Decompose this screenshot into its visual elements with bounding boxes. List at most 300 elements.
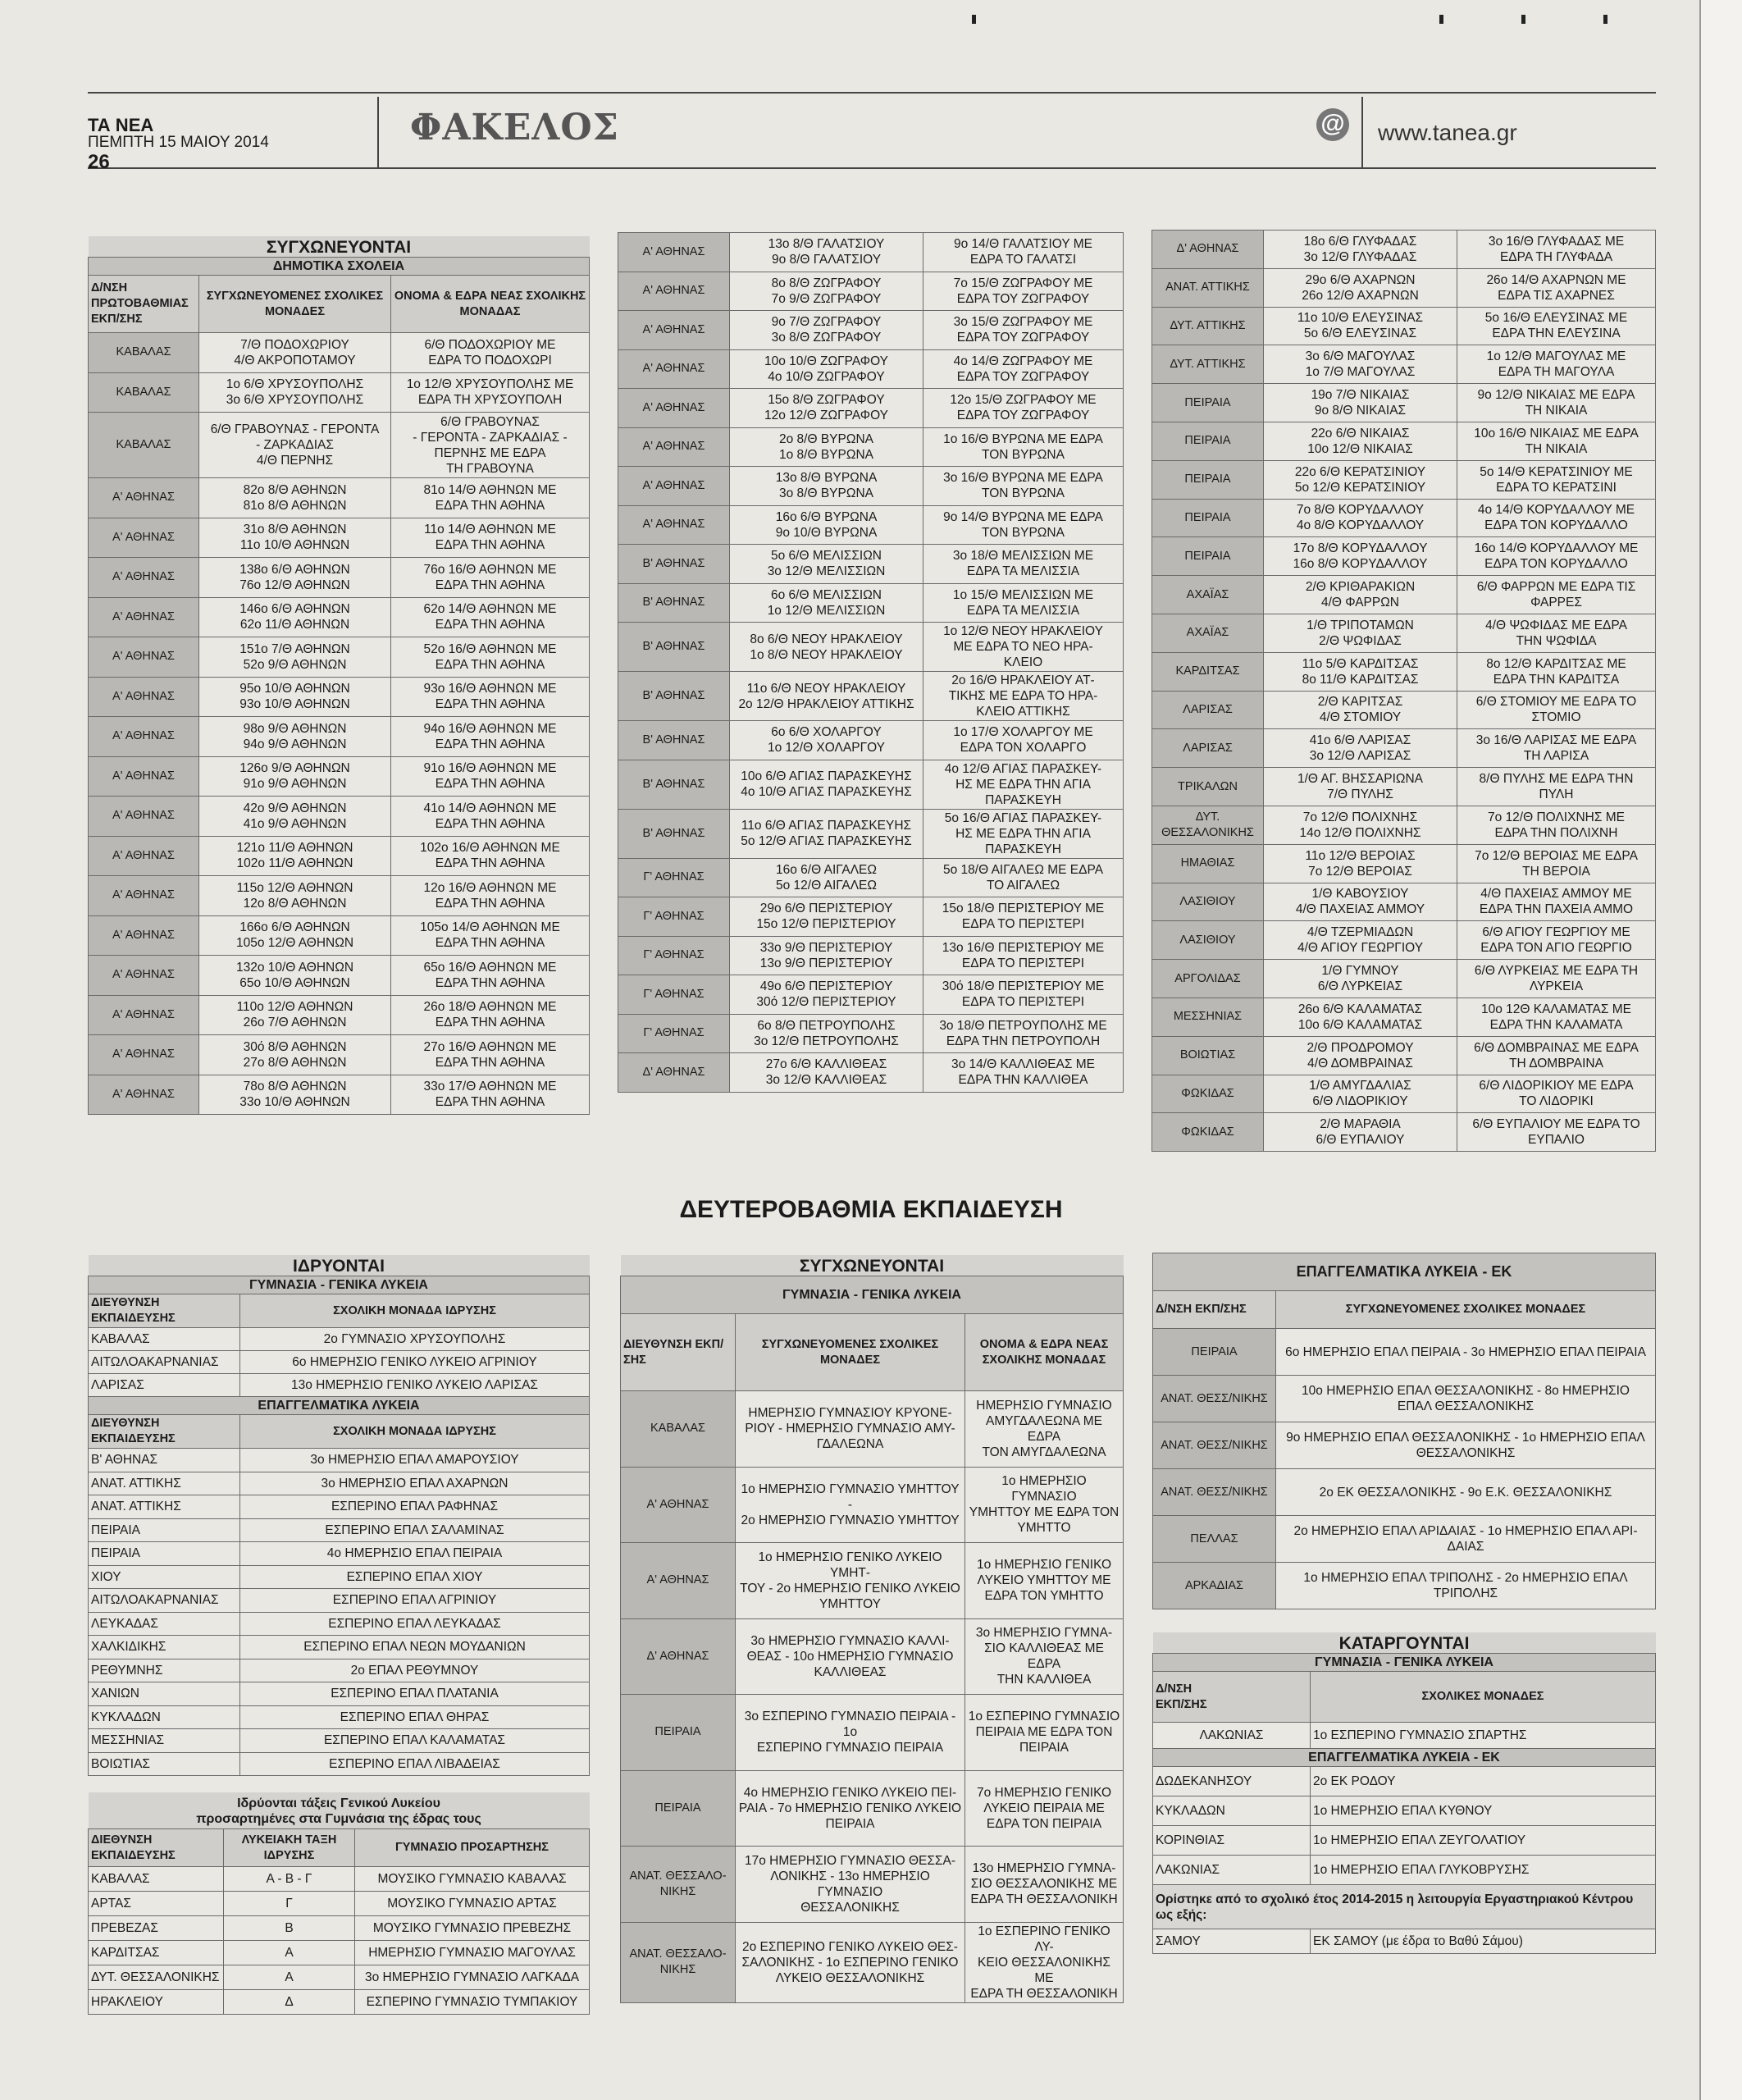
table-row — [89, 1752, 590, 1776]
cell-direction: Δ' ΑΘΗΝΑΣ — [621, 1618, 736, 1695]
cell-gymnasium: ΜΟΥΣΙΚΟ ΓΥΜΝΑΣΙΟ ΠΡΕΒΕΖΗΣ — [355, 1916, 590, 1941]
cell-merged-units: 121ο 11/Θ ΑΘΗΝΩΝ 102ο 11/Θ ΑΘΗΝΩΝ — [199, 836, 391, 876]
cell-merged-units: 1ο ΗΜΕΡΗΣΙΟ ΕΠΑΛ ΤΡΙΠΟΛΗΣ - 2ο ΗΜΕΡΗΣΙΟ ΕΠΑΛ ΤΡΙΠΟΛΗΣ — [1276, 1563, 1656, 1609]
cell-new-unit: 6/Θ ΦΑΡΡΩΝ ΜΕ ΕΔΡΑ ΤΙΣ ΦΑΡΡΕΣ — [1457, 576, 1656, 614]
table-row — [1152, 998, 1656, 1036]
table-row — [89, 558, 590, 598]
cell-merged-units: 1/Θ ΑΓ. ΒΗΣΣΑΡΙΩΝΑ 7/Θ ΠΥΛΗΣ — [1264, 768, 1457, 806]
cell-direction: ΚΑΡΔΙΤΣΑΣ — [89, 1941, 224, 1965]
cell-new-unit: 3ο 15/Θ ΖΩΓΡΑΦΟΥ ΜΕ ΕΔΡΑ ΤΟΥ ΖΩΓΡΑΦΟΥ — [923, 311, 1124, 350]
cell-merged-units: 11ο 12/Θ ΒΕΡΟΙΑΣ 7ο 12/Θ ΒΕΡΟΙΑΣ — [1264, 844, 1457, 883]
cell-new-unit: 1ο 15/Θ ΜΕΛΙΣΣΙΩΝ ΜΕ ΕΔΡΑ ΤΑ ΜΕΛΙΣΣΙΑ — [923, 583, 1124, 623]
cell-new-unit: 105ο 14/Θ ΑΘΗΝΩΝ ΜΕ ΕΔΡΑ ΤΗΝ ΑΘΗΝΑ — [391, 915, 590, 956]
cell-merged-units: 29ο 6/Θ ΠΕΡΙΣΤΕΡΙΟΥ 15ο 12/Θ ΠΕΡΙΣΤΕΡΙΟΥ — [730, 897, 923, 937]
cell-school: 3ο ΗΜΕΡΗΣΙΟ ΕΠΑΛ ΑΧΑΡΝΩΝ — [240, 1472, 590, 1495]
cell-direction: ΑΡΚΑΔΙΑΣ — [1153, 1563, 1276, 1609]
cell-direction: Γ' ΑΘΗΝΑΣ — [618, 1014, 730, 1053]
column-header: ΔΙΕΥΘΥΝΣΗ ΕΚΠ/ΣΗΣ — [621, 1314, 736, 1391]
cell-new-unit: 4ο 12/Θ ΑΓΙΑΣ ΠΑΡΑΣΚΕΥ- ΗΣ ΜΕ ΕΔΡΑ ΤΗΝ ΑΓΙΑ ΠΑΡΑΣΚΕΥΗ — [923, 760, 1124, 809]
cell-new-unit: 3ο 18/Θ ΠΕΤΡΟΥΠΟΛΗΣ ΜΕ ΕΔΡΑ ΤΗΝ ΠΕΤΡΟΥΠΟΛΗ — [923, 1014, 1124, 1053]
table-row — [89, 1351, 590, 1374]
cell-class: Β — [224, 1916, 355, 1941]
cell-merged-units: 2/Θ ΠΡΟΔΡΟΜΟΥ 4/Θ ΔΟΜΒΡΑΙΝΑΣ — [1264, 1036, 1457, 1075]
table-row — [618, 505, 1124, 545]
cell-merged-units: 138ο 6/Θ ΑΘΗΝΩΝ 76ο 12/Θ ΑΘΗΝΩΝ — [199, 558, 391, 598]
cell-merged-units: 6/Θ ΓΡΑΒΟΥΝΑΣ - ΓΕΡΟΝΤΑ - ΖΑΡΚΑΔΙΑΣ 4/Θ ΠΕΡΝΗΣ — [199, 413, 391, 478]
cell-direction: ΒΟΙΩΤΙΑΣ — [1152, 1036, 1264, 1075]
cell-new-unit: 6/Θ ΠΟΔΟΧΩΡΙΟΥ ΜΕ ΕΔΡΑ ΤΟ ΠΟΔΟΧΩΡΙ — [391, 333, 590, 373]
cell-direction: ΚΑΒΑΛΑΣ — [89, 333, 199, 373]
cell-direction: ΡΕΘΥΜΝΗΣ — [89, 1659, 240, 1682]
table-body — [1153, 1329, 1656, 1609]
cell-class: Α — [224, 1941, 355, 1965]
cell-direction: Β' ΑΘΗΝΑΣ — [618, 809, 730, 858]
cell-direction: Α' ΑΘΗΝΑΣ — [89, 478, 199, 518]
cell-direction: ΔΥΤ. ΑΤΤΙΚΗΣ — [1152, 345, 1264, 384]
table-row — [1152, 960, 1656, 998]
cell-merged-units: 30ό 8/Θ ΑΘΗΝΩΝ 27ο 8/Θ ΑΘΗΝΩΝ — [199, 1035, 391, 1075]
cell-direction: ΤΡΙΚΑΛΩΝ — [1152, 768, 1264, 806]
cell-new-unit: 6/Θ ΕΥΠΑΛΙΟΥ ΜΕ ΕΔΡΑ ΤΟ ΕΥΠΑΛΙΟ — [1457, 1113, 1656, 1152]
table-row — [1152, 307, 1656, 345]
cell-new-unit: 6/Θ ΓΡΑΒΟΥΝΑΣ - ΓΕΡΟΝΤΑ - ΖΑΡΚΑΔΙΑΣ - ΠΕΡΝΗΣ ΜΕ ΕΔΡΑ ΤΗ ΓΡΑΒΟΥΝΑ — [391, 413, 590, 478]
print-mark — [1439, 15, 1443, 24]
cell-new-unit: 12ο 16/Θ ΑΘΗΝΩΝ ΜΕ ΕΔΡΑ ΤΗΝ ΑΘΗΝΑ — [391, 876, 590, 916]
table-row — [618, 272, 1124, 311]
table-row — [618, 1014, 1124, 1053]
cell-merged-units: 7ο 8/Θ ΚΟΡΥΔΑΛΛΟΥ 4ο 8/Θ ΚΟΡΥΔΑΛΛΟΥ — [1264, 499, 1457, 537]
table-body — [618, 233, 1124, 1093]
cell-direction: Α' ΑΘΗΝΑΣ — [89, 597, 199, 637]
cell-new-unit: 11ο 14/Θ ΑΘΗΝΩΝ ΜΕ ΕΔΡΑ ΤΗΝ ΑΘΗΝΑ — [391, 518, 590, 558]
column-header: ΟΝΟΜΑ & ΕΔΡΑ ΝΕΑΣ ΣΧΟΛΙΚΗΣ ΜΟΝΑΔΑΣ — [965, 1314, 1124, 1391]
cell-direction: ΑΝΑΤ. ΑΤΤΙΚΗΣ — [89, 1472, 240, 1495]
table-row — [1152, 231, 1656, 269]
table-row — [621, 1770, 1124, 1847]
table-row — [89, 1892, 590, 1916]
cell-direction: ΚΑΒΑΛΑΣ — [89, 413, 199, 478]
cell-direction: ΔΩΔΕΚΑΝΗΣΟΥ — [1153, 1767, 1311, 1796]
cell-new-unit: 4/Θ ΨΩΦΙΔΑΣ ΜΕ ΕΔΡΑ ΤΗΝ ΨΩΦΙΔΑ — [1457, 614, 1656, 652]
table-row — [89, 372, 590, 413]
table-row — [89, 637, 590, 678]
table-row — [89, 836, 590, 876]
column-header: ΣΥΓΧΩΝΕΥΟΜΕΝΕΣ ΣΧΟΛΙΚΕΣ ΜΟΝΑΔΕΣ — [1276, 1291, 1656, 1329]
cell-direction: Α' ΑΘΗΝΑΣ — [618, 505, 730, 545]
cell-merged-units: 3ο ΕΣΠΕΡΙΝΟ ΓΥΜΝΑΣΙΟ ΠΕΙΡΑΙΑ - 1ο ΕΣΠΕΡΙΝΟ ΓΥΜΝΑΣΙΟ ΠΕΙΡΑΙΑ — [736, 1695, 965, 1771]
cell-direction: ΛΑΚΩΝΙΑΣ — [1153, 1856, 1311, 1885]
cell-direction: ΠΡΕΒΕΖΑΣ — [89, 1916, 224, 1941]
table-row — [1152, 768, 1656, 806]
cell-merged-units: 98ο 9/Θ ΑΘΗΝΩΝ 94ο 9/Θ ΑΘΗΝΩΝ — [199, 717, 391, 757]
table-row — [1153, 1469, 1656, 1516]
cell-merged-units: 18ο 6/Θ ΓΛΥΦΑΔΑΣ 3ο 12/Θ ΓΛΥΦΑΔΑΣ — [1264, 231, 1457, 269]
column-header: ΔΙΕΘΥΝΣΗ ΕΚΠΑΙΔΕΥΣΗΣ — [89, 1829, 224, 1867]
secondary-education-heading: ΔΕΥΤΕΡΟΒΑΘΜΙΑ ΕΚΠΑΙΔΕΥΣΗ — [679, 1196, 1063, 1223]
header-rule-top — [88, 92, 1656, 94]
table-title: ΚΑΤΑΡΓΟΥΝΤΑΙ — [1153, 1632, 1656, 1654]
cell-direction: Β' ΑΘΗΝΑΣ — [618, 623, 730, 672]
cell-direction: Δ' ΑΘΗΝΑΣ — [1152, 231, 1264, 269]
cell-school: 13ο ΗΜΕΡΗΣΙΟ ΓΕΝΙΚΟ ΛΥΚΕΙΟ ΛΑΡΙΣΑΣ — [240, 1374, 590, 1397]
table-row — [89, 956, 590, 996]
primary-merge-table-col3 — [1151, 230, 1656, 1152]
print-mark — [1521, 15, 1525, 24]
table-row — [89, 1729, 590, 1753]
cell-direction: ΚΑΒΑΛΑΣ — [621, 1391, 736, 1468]
cell-school: ΕΣΠΕΡΙΝΟ ΕΠΑΛ ΛΙΒΑΔΕΙΑΣ — [240, 1752, 590, 1776]
cell-new-unit: 6/Θ ΛΥΡΚΕΙΑΣ ΜΕ ΕΔΡΑ ΤΗ ΛΥΡΚΕΙΑ — [1457, 960, 1656, 998]
table-row — [1153, 1329, 1656, 1376]
cell-direction: Β' ΑΘΗΝΑΣ — [89, 1449, 240, 1472]
cell-new-unit: 26ο 18/Θ ΑΘΗΝΩΝ ΜΕ ΕΔΡΑ ΤΗΝ ΑΘΗΝΑ — [391, 995, 590, 1035]
cell-new-unit: 33ο 17/Θ ΑΘΗΝΩΝ ΜΕ ΕΔΡΑ ΤΗΝ ΑΘΗΝΑ — [391, 1075, 590, 1115]
cell-merged-units: 151ο 7/Θ ΑΘΗΝΩΝ 52ο 9/Θ ΑΘΗΝΩΝ — [199, 637, 391, 678]
cell-direction: ΑΙΤΩΛΟΑΚΑΡΝΑΝΙΑΣ — [89, 1351, 240, 1374]
cell-school: 1ο ΗΜΕΡΗΣΙΟ ΕΠΑΛ ΚΥΘΝΟΥ — [1311, 1796, 1656, 1826]
cell-direction: ΑΝΑΤ. ΘΕΣΣΑΛΟ- ΝΙΚΗΣ — [621, 1847, 736, 1923]
table-row — [1152, 422, 1656, 460]
cell-gymnasium: ΕΣΠΕΡΙΝΟ ΓΥΜΝΑΣΙΟ ΤΥΜΠΑΚΙΟΥ — [355, 1990, 590, 2015]
table-row — [89, 1916, 590, 1941]
cell-new-unit: 9ο 14/Θ ΒΥΡΩΝΑ ΜΕ ΕΔΡΑ ΤΟΝ ΒΥΡΩΝΑ — [923, 505, 1124, 545]
cell-merged-units: 13ο 8/Θ ΓΑΛΑΤΣΙΟΥ 9ο 8/Θ ΓΑΛΑΤΣΙΟΥ — [730, 233, 923, 272]
cell-merged-units: 78ο 8/Θ ΑΘΗΝΩΝ 33ο 10/Θ ΑΘΗΝΩΝ — [199, 1075, 391, 1115]
cell-direction: Β' ΑΘΗΝΑΣ — [618, 545, 730, 584]
cell-merged-units: 6ο 8/Θ ΠΕΤΡΟΥΠΟΛΗΣ 3ο 12/Θ ΠΕΤΡΟΥΠΟΛΗΣ — [730, 1014, 923, 1053]
cell-school: ΕΚ ΣΑΜΟΥ (με έδρα το Βαθύ Σάμου) — [1311, 1929, 1656, 1954]
column-header: Δ/ΝΣΗ ΕΚΠ/ΣΗΣ — [1153, 1291, 1276, 1329]
annexed-classes-table — [88, 1792, 590, 2015]
cell-direction: ΠΕΙΡΑΙΑ — [89, 1542, 240, 1566]
table-subtitle: ΕΠΑΓΓΕΛΜΑΤΙΚΑ ΛΥΚΕΙΑ - ΕΚ — [1153, 1749, 1656, 1767]
cell-direction: Α' ΑΘΗΝΑΣ — [621, 1543, 736, 1619]
column-header: ΔΙΕΥΘΥΝΣΗ ΕΚΠΑΙΔΕΥΣΗΣ — [89, 1415, 240, 1449]
table-row — [621, 1467, 1124, 1543]
cell-new-unit: 4/Θ ΠΑΧΕΙΑΣ ΑΜΜΟΥ ΜΕ ΕΔΡΑ ΤΗΝ ΠΑΧΕΙΑ ΑΜΜΟ — [1457, 883, 1656, 921]
cell-direction: Α' ΑΘΗΝΑΣ — [618, 233, 730, 272]
table-row — [618, 672, 1124, 721]
cell-direction: Α' ΑΘΗΝΑΣ — [89, 518, 199, 558]
table-row — [89, 597, 590, 637]
cell-merged-units: 1/Θ ΤΡΙΠΟΤΑΜΩΝ 2/Θ ΨΩΦΙΔΑΣ — [1264, 614, 1457, 652]
table-row — [89, 1705, 590, 1729]
table-row — [1152, 1113, 1656, 1152]
cell-merged-units: 2/Θ ΚΡΙΘΑΡΑΚΙΩΝ 4/Θ ΦΑΡΡΩΝ — [1264, 576, 1457, 614]
cell-new-unit: 6/Θ ΣΤΟΜΙΟΥ ΜΕ ΕΔΡΑ ΤΟ ΣΤΟΜΙΟ — [1457, 691, 1656, 729]
cell-direction: ΚΑΒΑΛΑΣ — [89, 1328, 240, 1351]
cell-school: 6ο ΗΜΕΡΗΣΙΟ ΓΕΝΙΚΟ ΛΥΚΕΙΟ ΑΓΡΙΝΙΟΥ — [240, 1351, 590, 1374]
table-row — [621, 1695, 1124, 1771]
cell-merged-units: 1/Θ ΓΥΜΝΟΥ 6/Θ ΛΥΡΚΕΙΑΣ — [1264, 960, 1457, 998]
cell-direction: ΠΕΛΛΑΣ — [1153, 1516, 1276, 1563]
note-text: Ορίστηκε από το σχολικό έτος 2014-2015 η λειτουργία Εργαστηριακού Κέντρου ως εξής: — [1153, 1885, 1656, 1929]
table-row — [89, 1449, 590, 1472]
table-body — [1153, 1723, 1656, 1749]
cell-new-unit: 94ο 16/Θ ΑΘΗΝΩΝ ΜΕ ΕΔΡΑ ΤΗΝ ΑΘΗΝΑ — [391, 717, 590, 757]
cell-merged-units: 132ο 10/Θ ΑΘΗΝΩΝ 65ο 10/Θ ΑΘΗΝΩΝ — [199, 956, 391, 996]
cell-merged-units: 49ο 6/Θ ΠΕΡΙΣΤΕΡΙΟΥ 30ό 12/Θ ΠΕΡΙΣΤΕΡΙΟΥ — [730, 975, 923, 1015]
table-row — [89, 333, 590, 373]
table-row — [1153, 1563, 1656, 1609]
table-row — [618, 760, 1124, 809]
cell-merged-units: 6ο 6/Θ ΧΟΛΑΡΓΟΥ 1ο 12/Θ ΧΟΛΑΡΓΟΥ — [730, 721, 923, 760]
header-divider — [377, 97, 379, 169]
cell-merged-units: 2ο ΕΚ ΘΕΣΣΑΛΟΝΙΚΗΣ - 9ο Ε.Κ. ΘΕΣΣΑΛΟΝΙΚΗΣ — [1276, 1469, 1656, 1516]
table-row — [618, 1053, 1124, 1093]
table-row — [1152, 384, 1656, 422]
header-divider — [1361, 97, 1363, 169]
cell-merged-units: 10ο ΗΜΕΡΗΣΙΟ ΕΠΑΛ ΘΕΣΣΑΛΟΝΙΚΗΣ - 8ο ΗΜΕΡΗΣΙΟ ΕΠΑΛ ΘΕΣΣΑΛΟΝΙΚΗΣ — [1276, 1376, 1656, 1422]
vocational-merge-table — [1152, 1253, 1656, 1609]
table-row — [1152, 652, 1656, 691]
cell-direction: Δ' ΑΘΗΝΑΣ — [618, 1053, 730, 1093]
cell-direction: Α' ΑΘΗΝΑΣ — [89, 756, 199, 797]
cell-merged-units: 1/Θ ΑΜΥΓΔΑΛΙΑΣ 6/Θ ΛΙΔΟΡΙΚΙΟΥ — [1264, 1075, 1457, 1113]
cell-new-unit: 30ό 18/Θ ΠΕΡΙΣΤΕΡΙΟΥ ΜΕ ΕΔΡΑ ΤΟ ΠΕΡΙΣΤΕΡΙ — [923, 975, 1124, 1015]
cell-merged-units: 8ο 8/Θ ΖΩΓΡΑΦΟΥ 7ο 9/Θ ΖΩΓΡΑΦΟΥ — [730, 272, 923, 311]
table-row — [1152, 883, 1656, 921]
cell-school: 2ο ΕΚ ΡΟΔΟΥ — [1311, 1767, 1656, 1796]
issue-date: ΠΕΜΠΤΗ 15 ΜΑΙΟΥ 2014 — [88, 134, 269, 151]
cell-direction: ΜΕΣΣΗΝΙΑΣ — [1152, 998, 1264, 1036]
cell-direction: ΑΝΑΤ. ΘΕΣΣ/ΝΙΚΗΣ — [1153, 1422, 1276, 1469]
column-header: Δ/ΝΣΗ ΠΡΩΤΟΒΑΘΜΙΑΣ ΕΚΠ/ΣΗΣ — [89, 276, 199, 333]
cell-new-unit: 1ο 12/Θ ΧΡΥΣΟΥΠΟΛΗΣ ΜΕ ΕΔΡΑ ΤΗ ΧΡΥΣΟΥΠΟΛΗ — [391, 372, 590, 413]
cell-merged-units: 9ο 7/Θ ΖΩΓΡΑΦΟΥ 3ο 8/Θ ΖΩΓΡΑΦΟΥ — [730, 311, 923, 350]
table-row — [618, 583, 1124, 623]
table-row — [89, 1542, 590, 1566]
table-row — [89, 1518, 590, 1542]
cell-new-unit: 76ο 16/Θ ΑΘΗΝΩΝ ΜΕ ΕΔΡΑ ΤΗΝ ΑΘΗΝΑ — [391, 558, 590, 598]
cell-new-unit: 3ο 14/Θ ΚΑΛΛΙΘΕΑΣ ΜΕ ΕΔΡΑ ΤΗΝ ΚΑΛΛΙΘΕΑ — [923, 1053, 1124, 1093]
cell-class: Α — [224, 1965, 355, 1990]
cell-direction: ΒΟΙΩΤΙΑΣ — [89, 1752, 240, 1776]
table-row — [1153, 1516, 1656, 1563]
table-row — [621, 1922, 1124, 2002]
cell-direction: ΚΑΡΔΙΤΣΑΣ — [1152, 652, 1264, 691]
cell-direction: ΔΥΤ. ΘΕΣΣΑΛΟΝΙΚΗΣ — [1152, 806, 1264, 844]
cell-school: ΕΣΠΕΡΙΝΟ ΕΠΑΛ ΘΗΡΑΣ — [240, 1705, 590, 1729]
cell-school: 4ο ΗΜΕΡΗΣΙΟ ΕΠΑΛ ΠΕΙΡΑΙΑ — [240, 1542, 590, 1566]
table-row — [1152, 345, 1656, 384]
cell-merged-units: 146ο 6/Θ ΑΘΗΝΩΝ 62ο 11/Θ ΑΘΗΝΩΝ — [199, 597, 391, 637]
cell-new-unit: 62ο 14/Θ ΑΘΗΝΩΝ ΜΕ ΕΔΡΑ ΤΗΝ ΑΘΗΝΑ — [391, 597, 590, 637]
cell-direction: ΔΥΤ. ΑΤΤΙΚΗΣ — [1152, 307, 1264, 345]
cell-new-unit: 102ο 16/Θ ΑΘΗΝΩΝ ΜΕ ΕΔΡΑ ΤΗΝ ΑΘΗΝΑ — [391, 836, 590, 876]
cell-direction: Β' ΑΘΗΝΑΣ — [618, 583, 730, 623]
table-row — [89, 413, 590, 478]
cell-merged-units: 16ο 6/Θ ΒΥΡΩΝΑ 9ο 10/Θ ΒΥΡΩΝΑ — [730, 505, 923, 545]
cell-direction: Α' ΑΘΗΝΑΣ — [89, 915, 199, 956]
cell-new-unit: 16ο 14/Θ ΚΟΡΥΔΑΛΛΟΥ ΜΕ ΕΔΡΑ ΤΟΝ ΚΟΡΥΔΑΛΛΟ — [1457, 537, 1656, 576]
cell-class: Α - Β - Γ — [224, 1867, 355, 1892]
table-row — [618, 809, 1124, 858]
cell-direction: ΛΑΡΙΣΑΣ — [1152, 691, 1264, 729]
table-row — [1152, 268, 1656, 307]
cell-merged-units: 11ο 10/Θ ΕΛΕΥΣΙΝΑΣ 5ο 6/Θ ΕΛΕΥΣΙΝΑΣ — [1264, 307, 1457, 345]
table-row — [1153, 1723, 1656, 1749]
cell-direction: ΛΑΚΩΝΙΑΣ — [1153, 1723, 1311, 1749]
column-header: ΔΙΕΥΘΥΝΣΗ ΕΚΠΑΙΔΕΥΣΗΣ — [89, 1294, 240, 1328]
cell-direction: ΧΑΛΚΙΔΙΚΗΣ — [89, 1636, 240, 1659]
cell-merged-units: 2ο ΗΜΕΡΗΣΙΟ ΕΠΑΛ ΑΡΙΔΑΙΑΣ - 1ο ΗΜΕΡΗΣΙΟ ΕΠΑΛ ΑΡΙ- ΔΑΙΑΣ — [1276, 1516, 1656, 1563]
cell-direction: Α' ΑΘΗΝΑΣ — [89, 677, 199, 717]
cell-new-unit: 41ο 14/Θ ΑΘΗΝΩΝ ΜΕ ΕΔΡΑ ΤΗΝ ΑΘΗΝΑ — [391, 797, 590, 837]
cell-school: ΕΣΠΕΡΙΝΟ ΕΠΑΛ ΣΑΛΑΜΙΝΑΣ — [240, 1518, 590, 1542]
cell-new-unit: 5ο 16/Θ ΑΓΙΑΣ ΠΑΡΑΣΚΕΥ- ΗΣ ΜΕ ΕΔΡΑ ΤΗΝ ΑΓΙΑ ΠΑΡΑΣΚΕΥΗ — [923, 809, 1124, 858]
cell-merged-units: 27ο 6/Θ ΚΑΛΛΙΘΕΑΣ 3ο 12/Θ ΚΑΛΛΙΘΕΑΣ — [730, 1053, 923, 1093]
cell-direction: Α' ΑΘΗΝΑΣ — [618, 389, 730, 428]
cell-direction: ΚΟΡΙΝΘΙΑΣ — [1153, 1826, 1311, 1856]
cell-school: ΕΣΠΕΡΙΝΟ ΕΠΑΛ ΚΑΛΑΜΑΤΑΣ — [240, 1729, 590, 1753]
table-row — [89, 717, 590, 757]
cell-gymnasium: ΗΜΕΡΗΣΙΟ ΓΥΜΝΑΣΙΟ ΜΑΓΟΥΛΑΣ — [355, 1941, 590, 1965]
cell-new-unit: 5ο 16/Θ ΕΛΕΥΣΙΝΑΣ ΜΕ ΕΔΡΑ ΤΗΝ ΕΛΕΥΣΙΝΑ — [1457, 307, 1656, 345]
cell-merged-units: 1ο ΗΜΕΡΗΣΙΟ ΓΥΜΝΑΣΙΟ ΥΜΗΤΤΟΥ - 2ο ΗΜΕΡΗΣΙΟ ΓΥΜΝΑΣΙΟ ΥΜΗΤΤΟΥ — [736, 1467, 965, 1543]
cell-merged-units: 7/Θ ΠΟΔΟΧΩΡΙΟΥ 4/Θ ΑΚΡΟΠΟΤΑΜΟΥ — [199, 333, 391, 373]
table-row — [89, 1565, 590, 1589]
table-title: ΙΔΡΥΟΝΤΑΙ — [89, 1255, 590, 1276]
cell-school: 2ο ΕΠΑΛ ΡΕΘΥΜΝΟΥ — [240, 1659, 590, 1682]
cell-new-unit: 7ο 12/Θ ΒΕΡΟΙΑΣ ΜΕ ΕΔΡΑ ΤΗ ΒΕΡΟΙΑ — [1457, 844, 1656, 883]
cell-merged-units: 3ο ΗΜΕΡΗΣΙΟ ΓΥΜΝΑΣΙΟ ΚΑΛΛΙ- ΘΕΑΣ - 10ο ΗΜΕΡΗΣΙΟ ΓΥΜΝΑΣΙΟ ΚΑΛΛΙΘΕΑΣ — [736, 1618, 965, 1695]
cell-new-unit: 5ο 18/Θ ΑΙΓΑΛΕΩ ΜΕ ΕΔΡΑ ΤΟ ΑΙΓΑΛΕΩ — [923, 858, 1124, 897]
cell-class: Δ — [224, 1990, 355, 2015]
table-row — [1152, 499, 1656, 537]
cell-new-unit: 1ο ΗΜΕΡΗΣΙΟ ΓΥΜΝΑΣΙΟ ΥΜΗΤΤΟΥ ΜΕ ΕΔΡΑ ΤΟΝ ΥΜΗΤΤΟ — [965, 1467, 1124, 1543]
cell-direction: ΛΑΣΙΘΙΟΥ — [1152, 921, 1264, 960]
table-row — [1152, 537, 1656, 576]
column-header: ΣΥΓΧΩΝΕΥΟΜΕΝΕΣ ΣΧΟΛΙΚΕΣ ΜΟΝΑΔΕΣ — [736, 1314, 965, 1391]
table-body — [1152, 231, 1656, 1152]
cell-direction: ΠΕΙΡΑΙΑ — [1152, 537, 1264, 576]
cell-direction: Α' ΑΘΗΝΑΣ — [89, 717, 199, 757]
cell-merged-units: 4ο ΗΜΕΡΗΣΙΟ ΓΕΝΙΚΟ ΛΥΚΕΙΟ ΠΕΙ- ΡΑΙΑ - 7ο ΗΜΕΡΗΣΙΟ ΓΕΝΙΚΟ ΛΥΚΕΙΟ ΠΕΙΡΑΙΑ — [736, 1770, 965, 1847]
cell-school: 3ο ΗΜΕΡΗΣΙΟ ΕΠΑΛ ΑΜΑΡΟΥΣΙΟΥ — [240, 1449, 590, 1472]
cell-merged-units: 15ο 8/Θ ΖΩΓΡΑΦΟΥ 12ο 12/Θ ΖΩΓΡΑΦΟΥ — [730, 389, 923, 428]
cell-new-unit: 1ο 17/Θ ΧΟΛΑΡΓΟΥ ΜΕ ΕΔΡΑ ΤΟΝ ΧΟΛΑΡΓΟ — [923, 721, 1124, 760]
table-row — [618, 623, 1124, 672]
column-header: ΛΥΚΕΙΑΚΗ ΤΑΞΗ ΙΔΡΥΣΗΣ — [224, 1829, 355, 1867]
cell-direction: Β' ΑΘΗΝΑΣ — [618, 672, 730, 721]
cell-school: 1ο ΗΜΕΡΗΣΙΟ ΕΠΑΛ ΖΕΥΓΟΛΑΤΙΟΥ — [1311, 1826, 1656, 1856]
cell-merged-units: 110ο 12/Θ ΑΘΗΝΩΝ 26ο 7/Θ ΑΘΗΝΩΝ — [199, 995, 391, 1035]
table-row — [89, 1589, 590, 1613]
cell-new-unit: 1ο 12/Θ ΜΑΓΟΥΛΑΣ ΜΕ ΕΔΡΑ ΤΗ ΜΑΓΟΥΛΑ — [1457, 345, 1656, 384]
abolished-schools-table — [1152, 1632, 1656, 1954]
cell-new-unit: 1ο ΕΣΠΕΡΙΝΟ ΓΥΜΝΑΣΙΟ ΠΕΙΡΑΙΑ ΜΕ ΕΔΡΑ ΤΟΝ ΠΕΙΡΑΙΑ — [965, 1695, 1124, 1771]
table-row — [1152, 576, 1656, 614]
cell-direction: ΜΕΣΣΗΝΙΑΣ — [89, 1729, 240, 1753]
cell-school: ΕΣΠΕΡΙΝΟ ΕΠΑΛ ΛΕΥΚΑΔΑΣ — [240, 1612, 590, 1636]
cell-direction: ΠΕΙΡΑΙΑ — [1152, 422, 1264, 460]
cell-merged-units: 10ο 10/Θ ΖΩΓΡΑΦΟΥ 4ο 10/Θ ΖΩΓΡΑΦΟΥ — [730, 349, 923, 389]
cell-merged-units: 16ο 6/Θ ΑΙΓΑΛΕΩ 5ο 12/Θ ΑΙΓΑΛΕΩ — [730, 858, 923, 897]
table-subtitle: ΓΥΜΝΑΣΙΑ - ΓΕΝΙΚΑ ΛΥΚΕΙΑ — [89, 1276, 590, 1294]
column-header: ΣΧΟΛΙΚΕΣ ΜΟΝΑΔΕΣ — [1311, 1672, 1656, 1723]
cell-merged-units: 2ο 8/Θ ΒΥΡΩΝΑ 1ο 8/Θ ΒΥΡΩΝΑ — [730, 427, 923, 467]
cell-merged-units: 11ο 6/Θ ΝΕΟΥ ΗΡΑΚΛΕΙΟΥ 2ο 12/Θ ΗΡΑΚΛΕΙΟΥ ΑΤΤΙΚΗΣ — [730, 672, 923, 721]
cell-new-unit: 3ο ΗΜΕΡΗΣΙΟ ΓΥΜΝΑ- ΣΙΟ ΚΑΛΛΙΘΕΑΣ ΜΕ ΕΔΡΑ ΤΗΝ ΚΑΛΛΙΘΕΑ — [965, 1618, 1124, 1695]
cell-school: 1ο ΕΣΠΕΡΙΝΟ ΓΥΜΝΑΣΙΟ ΣΠΑΡΤΗΣ — [1311, 1723, 1656, 1749]
table-row — [89, 1682, 590, 1706]
table-row — [618, 721, 1124, 760]
cell-gymnasium: ΜΟΥΣΙΚΟ ΓΥΜΝΑΣΙΟ ΚΑΒΑΛΑΣ — [355, 1867, 590, 1892]
cell-new-unit: 8ο 12/Θ ΚΑΡΔΙΤΣΑΣ ΜΕ ΕΔΡΑ ΤΗΝ ΚΑΡΔΙΤΣΑ — [1457, 652, 1656, 691]
cell-direction: Γ' ΑΘΗΝΑΣ — [618, 897, 730, 937]
table-row — [1152, 806, 1656, 844]
table-title: ΣΥΓΧΩΝΕΥΟΝΤΑΙ — [89, 236, 590, 258]
cell-merged-units: 5ο 6/Θ ΜΕΛΙΣΣΙΩΝ 3ο 12/Θ ΜΕΛΙΣΣΙΩΝ — [730, 545, 923, 584]
cell-direction: Α' ΑΘΗΝΑΣ — [618, 349, 730, 389]
cell-school: ΕΣΠΕΡΙΝΟ ΕΠΑΛ ΡΑΦΗΝΑΣ — [240, 1495, 590, 1519]
cell-new-unit: 1ο 16/Θ ΒΥΡΩΝΑ ΜΕ ΕΔΡΑ ΤΟΝ ΒΥΡΩΝΑ — [923, 427, 1124, 467]
cell-new-unit: 10ο 12Θ ΚΑΛΑΜΑΤΑΣ ΜΕ ΕΔΡΑ ΤΗΝ ΚΑΛΑΜΑΤΑ — [1457, 998, 1656, 1036]
cell-new-unit: 9ο 12/Θ ΝΙΚΑΙΑΣ ΜΕ ΕΔΡΑ ΤΗ ΝΙΚΑΙΑ — [1457, 384, 1656, 422]
table-subtitle: ΔΗΜΟΤΙΚΑ ΣΧΟΛΕΙΑ — [89, 258, 590, 276]
cell-direction: ΛΑΡΙΣΑΣ — [1152, 729, 1264, 768]
cell-direction: Α' ΑΘΗΝΑΣ — [89, 836, 199, 876]
cell-new-unit: 3ο 16/Θ ΒΥΡΩΝΑ ΜΕ ΕΔΡΑ ΤΟΝ ΒΥΡΩΝΑ — [923, 467, 1124, 506]
cell-merged-units: 31ο 8/Θ ΑΘΗΝΩΝ 11ο 10/Θ ΑΘΗΝΩΝ — [199, 518, 391, 558]
cell-direction: Α' ΑΘΗΝΑΣ — [89, 797, 199, 837]
cell-direction: Α' ΑΘΗΝΑΣ — [618, 467, 730, 506]
newspaper-name: ΤΑ ΝΕΑ — [88, 115, 154, 135]
cell-merged-units: 7ο 12/Θ ΠΟΛΙΧΝΗΣ 14ο 12/Θ ΠΟΛΙΧΝΗΣ — [1264, 806, 1457, 844]
cell-new-unit: 2ο 16/Θ ΗΡΑΚΛΕΙΟΥ ΑΤ- ΤΙΚΗΣ ΜΕ ΕΔΡΑ ΤΟ ΗΡΑ- ΚΛΕΙΟ ΑΤΤΙΚΗΣ — [923, 672, 1124, 721]
cell-direction: ΦΩΚΙΔΑΣ — [1152, 1113, 1264, 1152]
cell-new-unit: 91ο 16/Θ ΑΘΗΝΩΝ ΜΕ ΕΔΡΑ ΤΗΝ ΑΘΗΝΑ — [391, 756, 590, 797]
cell-new-unit: 3ο 16/Θ ΛΑΡΙΣΑΣ ΜΕ ΕΔΡΑ ΤΗ ΛΑΡΙΣΑ — [1457, 729, 1656, 768]
cell-new-unit: 7ο 15/Θ ΖΩΓΡΑΦΟΥ ΜΕ ΕΔΡΑ ΤΟΥ ΖΩΓΡΑΦΟΥ — [923, 272, 1124, 311]
cell-new-unit: 26ο 14/Θ ΑΧΑΡΝΩΝ ΜΕ ΕΔΡΑ ΤΙΣ ΑΧΑΡΝΕΣ — [1457, 268, 1656, 307]
table-row — [89, 1612, 590, 1636]
cell-class: Γ — [224, 1892, 355, 1916]
cell-new-unit: 3ο 16/Θ ΓΛΥΦΑΔΑΣ ΜΕ ΕΔΡΑ ΤΗ ΓΛΥΦΑΔΑ — [1457, 231, 1656, 269]
cell-direction: ΑΝΑΤ. ΑΤΤΙΚΗΣ — [89, 1495, 240, 1519]
cell-new-unit: 6/Θ ΑΓΙΟΥ ΓΕΩΡΓΙΟΥ ΜΕ ΕΔΡΑ ΤΟΝ ΑΓΙΟ ΓΕΩΡΓΙΟ — [1457, 921, 1656, 960]
cell-direction: ΑΝΑΤ. ΘΕΣΣΑΛΟ- ΝΙΚΗΣ — [621, 1922, 736, 2002]
cell-direction: ΧΑΝΙΩΝ — [89, 1682, 240, 1706]
secondary-merge-table — [620, 1255, 1124, 2003]
table-row — [89, 518, 590, 558]
website-link[interactable]: www.tanea.gr — [1378, 120, 1517, 145]
table-row — [621, 1847, 1124, 1923]
table-row — [618, 349, 1124, 389]
cell-merged-units: 6ο ΗΜΕΡΗΣΙΟ ΕΠΑΛ ΠΕΙΡΑΙΑ - 3ο ΗΜΕΡΗΣΙΟ ΕΠΑΛ ΠΕΙΡΑΙΑ — [1276, 1329, 1656, 1376]
cell-direction: Γ' ΑΘΗΝΑΣ — [618, 975, 730, 1015]
cell-direction: ΑΧΑΪΑΣ — [1152, 614, 1264, 652]
cell-direction: ΠΕΙΡΑΙΑ — [1152, 499, 1264, 537]
adjacent-page-edge — [1701, 0, 1742, 2100]
table-row — [1152, 1075, 1656, 1113]
table-row — [89, 478, 590, 518]
table-row — [618, 389, 1124, 428]
cell-merged-units: 42ο 9/Θ ΑΘΗΝΩΝ 41ο 9/Θ ΑΘΗΝΩΝ — [199, 797, 391, 837]
cell-direction: ΑΡΤΑΣ — [89, 1892, 224, 1916]
table-row — [89, 915, 590, 956]
cell-new-unit: 5ο 14/Θ ΚΕΡΑΤΣΙΝΙΟΥ ΜΕ ΕΔΡΑ ΤΟ ΚΕΡΑΤΣΙΝΙ — [1457, 460, 1656, 499]
cell-new-unit: 3ο 18/Θ ΜΕΛΙΣΣΙΩΝ ΜΕ ΕΔΡΑ ΤΑ ΜΕΛΙΣΣΙΑ — [923, 545, 1124, 584]
cell-merged-units: 26ο 6/Θ ΚΑΛΑΜΑΤΑΣ 10ο 6/Θ ΚΑΛΑΜΑΤΑΣ — [1264, 998, 1457, 1036]
cell-new-unit: 4ο 14/Θ ΚΟΡΥΔΑΛΛΟΥ ΜΕ ΕΔΡΑ ΤΟΝ ΚΟΡΥΔΑΛΛΟ — [1457, 499, 1656, 537]
cell-merged-units: 10ο 6/Θ ΑΓΙΑΣ ΠΑΡΑΣΚΕΥΗΣ 4ο 10/Θ ΑΓΙΑΣ ΠΑΡΑΣΚΕΥΗΣ — [730, 760, 923, 809]
table-row — [1152, 1036, 1656, 1075]
cell-direction: ΚΥΚΛΑΔΩΝ — [89, 1705, 240, 1729]
cell-direction: ΑΙΤΩΛΟΑΚΑΡΝΑΝΙΑΣ — [89, 1589, 240, 1613]
table-row — [89, 797, 590, 837]
